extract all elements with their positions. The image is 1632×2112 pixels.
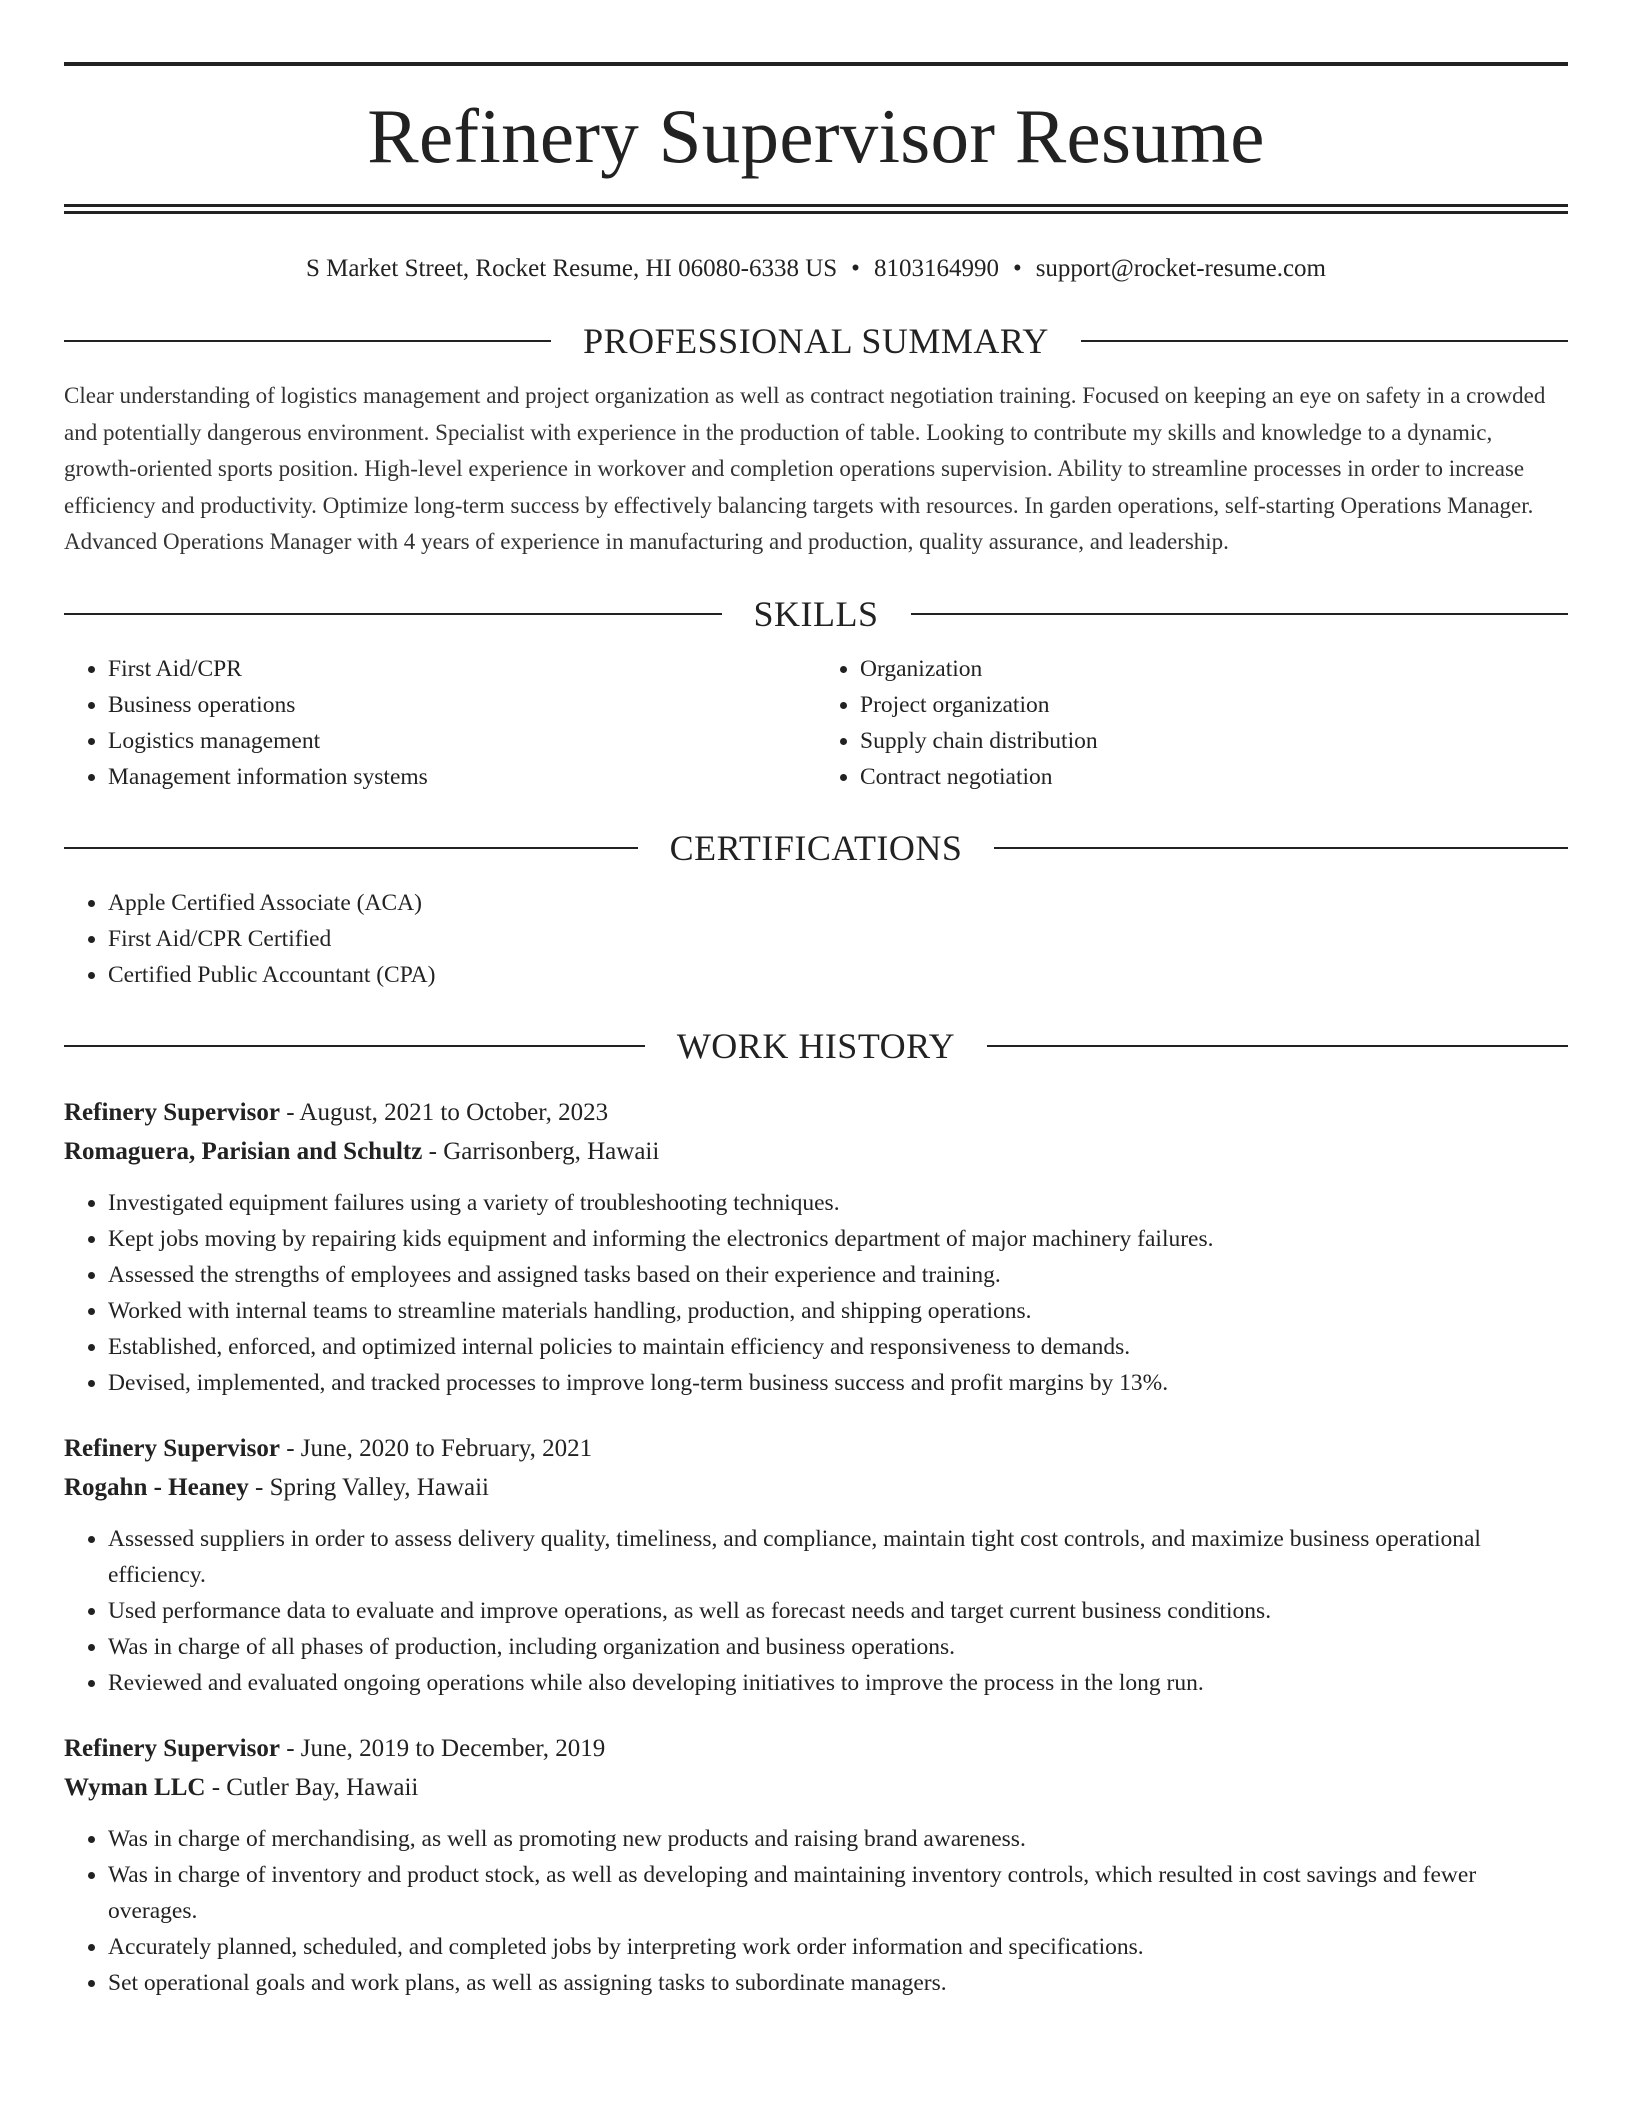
dash: - bbox=[422, 1137, 444, 1165]
job-location: Garrisonberg, Hawaii bbox=[443, 1137, 660, 1165]
job-dates: August, 2021 to October, 2023 bbox=[299, 1098, 609, 1126]
contact-separator: • bbox=[1012, 255, 1022, 282]
job-bullet: • Reviewed and evaluated ongoing operations while also developing initiatives to improve the process in the long run. bbox=[108, 1665, 1568, 1701]
certifications-section-header bbox=[64, 825, 1568, 871]
section-divider bbox=[911, 613, 1569, 615]
job-bullet: • Accurately planned, scheduled, and completed jobs by interpreting work order information and specifications. bbox=[108, 1929, 1568, 1965]
job-bullet: • Established, enforced, and optimized internal policies to maintain efficiency and responsiveness to demands. bbox=[108, 1329, 1568, 1365]
section-divider bbox=[64, 847, 638, 849]
job-bullets bbox=[64, 1521, 1568, 1701]
section-divider bbox=[1081, 340, 1568, 342]
job-location: Spring Valley, Hawaii bbox=[269, 1473, 489, 1501]
section-divider bbox=[994, 847, 1568, 849]
job-title-line bbox=[64, 1429, 1568, 1468]
summary-text: Clear understanding of logistics management and project organization as well as contract negotiation training. Focused on keeping an eye on safety in a crowded and potentially dangerous environment. Specialist with experience in the production of table. Looking to contribute my skills and knowledge to a dynamic, growth-oriented sports position. High-level experience in workover and completion operations supervision. Ability to streamline processes in order to increase efficiency and productivity. Optimize long-term success by effectively balancing targets with resources. In garden operations, self-starting Operations Manager. Advanced Operations Manager with 4 years of experience in manufacturing and production, quality assurance, and leadership. bbox=[64, 383, 1546, 554]
certification-item: • Apple Certified Associate (ACA) bbox=[108, 885, 1568, 921]
contact-address: S Market Street, Rocket Resume, HI 06080-6338 US bbox=[305, 255, 838, 282]
job-company: Wyman LLC bbox=[64, 1773, 206, 1801]
job-title-line bbox=[64, 1729, 1568, 1768]
dash: - bbox=[279, 1434, 301, 1462]
certification-item: • Certified Public Accountant (CPA) bbox=[108, 957, 1568, 993]
certifications-list bbox=[64, 885, 1568, 993]
contact-separator: • bbox=[851, 255, 860, 282]
job-company-line bbox=[64, 1768, 1568, 1807]
job-title: Refinery Supervisor bbox=[64, 1434, 280, 1462]
work-history-heading: WORK HISTORY bbox=[676, 1025, 956, 1066]
contact-phone: 8103164990 bbox=[873, 255, 999, 282]
job-company-line bbox=[64, 1468, 1568, 1507]
job-bullet: • Was in charge of merchandising, as well as promoting new products and raising brand awareness. bbox=[108, 1821, 1568, 1857]
job-bullets bbox=[64, 1185, 1568, 1401]
title-double-rule bbox=[64, 204, 1568, 214]
job-title: Refinery Supervisor bbox=[64, 1098, 280, 1126]
skills-column-left bbox=[64, 651, 816, 795]
summary-section-header bbox=[64, 318, 1568, 364]
summary-heading: PROFESSIONAL SUMMARY bbox=[583, 321, 1049, 361]
job-title: Refinery Supervisor bbox=[64, 1734, 280, 1762]
job-bullet: • Kept jobs moving by repairing kids equipment and informing the electronics department of major machinery failures. bbox=[108, 1221, 1568, 1257]
job-dates: June, 2020 to February, 2021 bbox=[300, 1434, 593, 1462]
job-bullet: • Was in charge of all phases of production, including organization and business operations. bbox=[108, 1629, 1568, 1665]
skills-section-header bbox=[64, 591, 1568, 637]
dash: - bbox=[279, 1734, 301, 1762]
job-company-line bbox=[64, 1132, 1568, 1171]
skill-item: • Project organization bbox=[860, 687, 1568, 723]
dash: - bbox=[248, 1473, 270, 1501]
job-company: Rogahn - Heaney bbox=[64, 1473, 249, 1501]
job-bullet: • Was in charge of inventory and product stock, as well as developing and maintaining inventory controls, which resulted in cost savings and fewer overages. bbox=[108, 1857, 1568, 1929]
contact-email: support@rocket-resume.com bbox=[1035, 255, 1326, 282]
skill-item: • Logistics management bbox=[108, 723, 816, 759]
skills-heading: SKILLS bbox=[753, 593, 879, 634]
job-dates: June, 2019 to December, 2019 bbox=[300, 1734, 606, 1762]
certification-item: • First Aid/CPR Certified bbox=[108, 921, 1568, 957]
certifications-heading: CERTIFICATIONS bbox=[669, 827, 963, 868]
job-location: Cutler Bay, Hawaii bbox=[226, 1773, 419, 1801]
skill-item: • First Aid/CPR bbox=[108, 651, 816, 687]
section-divider bbox=[64, 340, 551, 342]
job-bullet: • Assessed the strengths of employees and assigned tasks based on their experience and training. bbox=[108, 1257, 1568, 1293]
section-divider bbox=[64, 1045, 645, 1047]
dash: - bbox=[205, 1773, 227, 1801]
job-entry bbox=[64, 1093, 1568, 1401]
skill-item: • Contract negotiation bbox=[860, 759, 1568, 795]
job-bullet: • Worked with internal teams to streamline materials handling, production, and shipping operations. bbox=[108, 1293, 1568, 1329]
job-bullet: • Investigated equipment failures using a variety of troubleshooting techniques. bbox=[108, 1185, 1568, 1221]
skills-column-right bbox=[816, 651, 1568, 795]
job-company: Romaguera, Parisian and Schultz bbox=[64, 1137, 423, 1165]
resume-title: Refinery Supervisor Resume bbox=[367, 93, 1265, 179]
job-entry bbox=[64, 1429, 1568, 1701]
job-bullet: • Assessed suppliers in order to assess delivery quality, timeliness, and compliance, maintain tight cost controls, and maximize business operational efficiency. bbox=[108, 1521, 1568, 1593]
section-divider bbox=[987, 1045, 1568, 1047]
job-bullet: • Used performance data to evaluate and improve operations, as well as forecast needs and target current business conditions. bbox=[108, 1593, 1568, 1629]
skills-list bbox=[64, 651, 1568, 795]
skill-item: • Business operations bbox=[108, 687, 816, 723]
skill-item: • Management information systems bbox=[108, 759, 816, 795]
job-bullet: • Devised, implemented, and tracked processes to improve long-term business success and profit margins by 13%. bbox=[108, 1365, 1568, 1401]
job-bullets bbox=[64, 1821, 1568, 2001]
job-title-line bbox=[64, 1093, 1568, 1132]
contact-line bbox=[64, 250, 1568, 288]
top-rule bbox=[64, 62, 1568, 66]
skill-item: • Organization bbox=[860, 651, 1568, 687]
job-entry bbox=[64, 1729, 1568, 2001]
job-bullet: • Set operational goals and work plans, as well as assigning tasks to subordinate managers. bbox=[108, 1965, 1568, 2001]
section-divider bbox=[64, 613, 722, 615]
dash: - bbox=[279, 1098, 300, 1126]
work-history-section-header bbox=[64, 1023, 1568, 1069]
skill-item: • Supply chain distribution bbox=[860, 723, 1568, 759]
